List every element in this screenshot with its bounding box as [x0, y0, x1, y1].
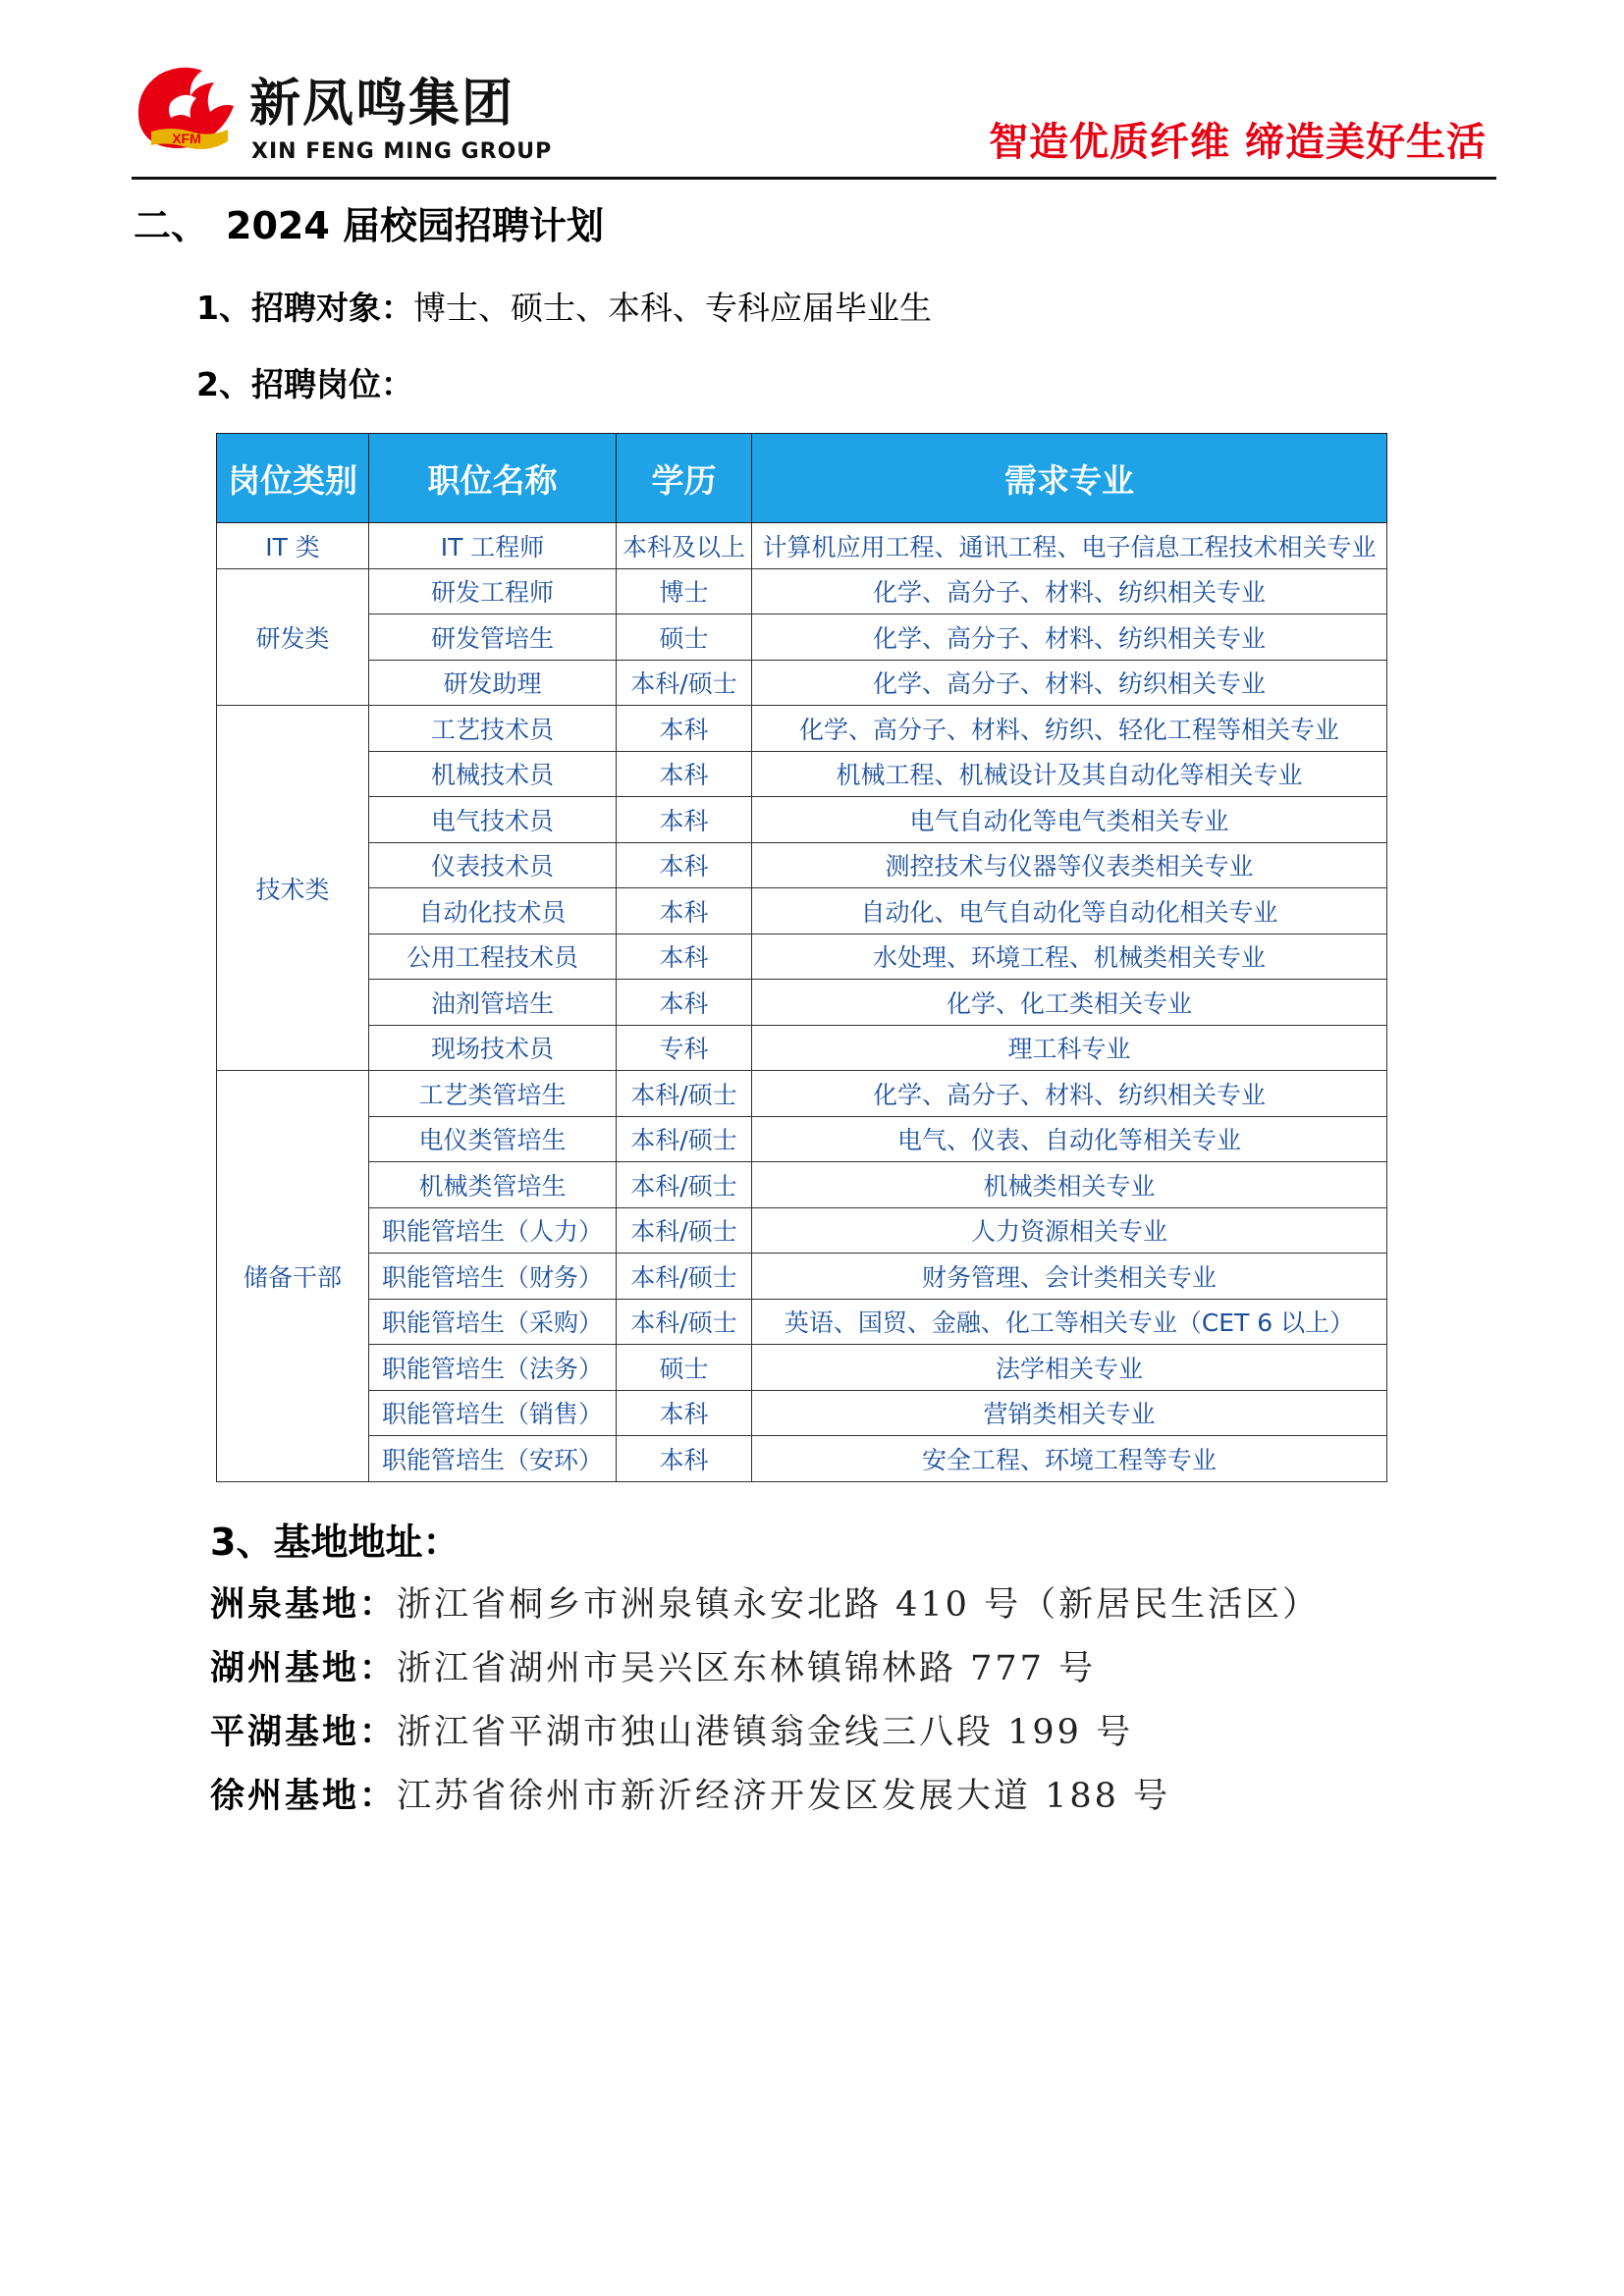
cell-major: 化学、高分子、材料、纺织、轻化工程等相关专业 [752, 706, 1387, 752]
cell-category: 研发类 [217, 568, 369, 706]
cell-education: 本科/硕士 [617, 1254, 752, 1300]
address-label: 平湖基地： [210, 1712, 398, 1752]
cell-position: 研发助理 [369, 660, 617, 706]
phoenix-logo-icon [132, 63, 240, 165]
address-value: 浙江省桐乡市洲泉镇永安北路 410 号（新居民生活区） [397, 1585, 1321, 1625]
cell-position: 职能管培生（销售） [369, 1390, 617, 1436]
cell-education: 本科/硕士 [617, 1071, 752, 1117]
cell-position: IT 工程师 [369, 523, 617, 569]
cell-major: 化学、高分子、材料、纺织相关专业 [752, 660, 1387, 706]
header-category: 岗位类别 [217, 434, 369, 523]
positions-heading-text: 2、招聘岗位： [196, 365, 413, 403]
table-header-row [217, 434, 1387, 523]
cell-education: 硕士 [617, 1345, 752, 1391]
cell-major: 化学、化工类相关专业 [752, 980, 1387, 1026]
cell-major: 电气、仪表、自动化等相关专业 [752, 1116, 1387, 1162]
cell-major: 机械工程、机械设计及其自动化等相关专业 [752, 751, 1387, 797]
table-row [217, 888, 1387, 934]
table-row [217, 1207, 1387, 1254]
cell-position: 研发工程师 [369, 568, 617, 614]
cell-position: 电气技术员 [369, 797, 617, 843]
positions-table [216, 433, 1387, 1482]
cell-major: 化学、高分子、材料、纺织相关专业 [752, 614, 1387, 661]
cell-education: 本科 [617, 980, 752, 1026]
company-slogan: 智造优质纤维 缔造美好生活 [989, 120, 1487, 165]
cell-education: 本科/硕士 [617, 1207, 752, 1254]
address-label: 湖州基地： [210, 1648, 398, 1688]
addresses-heading: 3、基地地址： [210, 1521, 460, 1564]
cell-position: 油剂管培生 [369, 980, 617, 1026]
cell-major: 安全工程、环境工程等专业 [752, 1436, 1387, 1482]
cell-position: 研发管培生 [369, 614, 617, 661]
cell-major: 电气自动化等电气类相关专业 [752, 797, 1387, 843]
cell-education: 本科/硕士 [617, 1116, 752, 1162]
address-value: 江苏省徐州市新沂经济开发区发展大道 188 号 [397, 1777, 1171, 1816]
section-number: 二、 [134, 204, 209, 247]
address-item [210, 1582, 1320, 1628]
cell-major: 计算机应用工程、通讯工程、电子信息工程技术相关专业 [752, 523, 1387, 569]
table-row [217, 1025, 1387, 1071]
recruit-targets-value: 博士、硕士、本科、专科应届毕业生 [412, 289, 932, 327]
cell-education: 本科/硕士 [617, 1299, 752, 1345]
address-item [210, 1710, 1133, 1755]
cell-major: 自动化、电气自动化等自动化相关专业 [752, 888, 1387, 934]
cell-education: 本科/硕士 [617, 660, 752, 706]
table-row [217, 1116, 1387, 1162]
svg-text:XFM: XFM [172, 131, 201, 146]
recruit-targets [196, 287, 932, 330]
cell-position: 职能管培生（人力） [369, 1207, 617, 1254]
table-row [217, 568, 1387, 614]
table-row [217, 751, 1387, 797]
header-divider [132, 177, 1496, 180]
cell-category: 储备干部 [217, 1071, 369, 1482]
cell-major: 理工科专业 [752, 1025, 1387, 1071]
page-header [132, 61, 1496, 179]
address-label: 洲泉基地： [210, 1584, 398, 1625]
table-row [217, 614, 1387, 661]
cell-position: 电仪类管培生 [369, 1116, 617, 1162]
cell-category: IT 类 [217, 523, 369, 569]
cell-position: 工艺类管培生 [369, 1071, 617, 1117]
cell-position: 现场技术员 [369, 1025, 617, 1071]
cell-position: 职能管培生（采购） [369, 1299, 617, 1345]
cell-position: 机械技术员 [369, 751, 617, 797]
table-row [217, 706, 1387, 752]
table-row [217, 1390, 1387, 1436]
cell-education: 本科 [617, 706, 752, 752]
cell-education: 本科 [617, 1390, 752, 1436]
cell-education: 本科 [617, 934, 752, 980]
recruit-targets-label: 1、招聘对象： [196, 289, 413, 327]
cell-major: 水处理、环境工程、机械类相关专业 [752, 934, 1387, 980]
cell-position: 仪表技术员 [369, 842, 617, 888]
address-item [210, 1646, 1096, 1691]
cell-education: 硕士 [617, 614, 752, 661]
brand-name-en: XIN FENG MING GROUP [251, 139, 553, 164]
cell-major: 人力资源相关专业 [752, 1207, 1387, 1254]
table-row [217, 934, 1387, 980]
table-body [217, 523, 1387, 1482]
cell-position: 工艺技术员 [369, 706, 617, 752]
cell-position: 职能管培生（财务） [369, 1254, 617, 1300]
address-item [210, 1774, 1170, 1819]
cell-education: 博士 [617, 568, 752, 614]
table-row [217, 660, 1387, 706]
table-row [217, 1254, 1387, 1300]
header-position: 职位名称 [369, 434, 617, 523]
cell-major: 化学、高分子、材料、纺织相关专业 [752, 1071, 1387, 1117]
table-row [217, 1345, 1387, 1391]
table-row [217, 523, 1387, 569]
table-row [217, 842, 1387, 888]
table-row [217, 1299, 1387, 1345]
table-row [217, 980, 1387, 1026]
cell-major: 测控技术与仪器等仪表类相关专业 [752, 842, 1387, 888]
cell-major: 财务管理、会计类相关专业 [752, 1254, 1387, 1300]
cell-major: 英语、国贸、金融、化工等相关专业（CET 6 以上） [752, 1299, 1387, 1345]
brand-name-cn: 新凤鸣集团 [249, 75, 515, 133]
cell-education: 本科/硕士 [617, 1162, 752, 1208]
table-row [217, 1162, 1387, 1208]
section-title [134, 201, 604, 250]
table-row [217, 1436, 1387, 1482]
table-row [217, 1071, 1387, 1117]
cell-education: 本科 [617, 888, 752, 934]
cell-education: 本科 [617, 751, 752, 797]
cell-education: 本科及以上 [617, 523, 752, 569]
cell-education: 本科 [617, 842, 752, 888]
positions-heading [196, 363, 413, 406]
cell-major: 法学相关专业 [752, 1345, 1387, 1391]
address-label: 徐州基地： [210, 1776, 398, 1816]
cell-major: 营销类相关专业 [752, 1390, 1387, 1436]
cell-category: 技术类 [217, 706, 369, 1071]
address-value: 浙江省平湖市独山港镇翁金线三八段 199 号 [397, 1713, 1134, 1752]
section-title-text: 2024 届校园招聘计划 [226, 204, 604, 247]
cell-education: 本科 [617, 797, 752, 843]
header-education: 学历 [617, 434, 752, 523]
cell-major: 机械类相关专业 [752, 1162, 1387, 1208]
address-value: 浙江省湖州市吴兴区东林镇锦林路 777 号 [397, 1649, 1097, 1688]
cell-education: 本科 [617, 1436, 752, 1482]
table-row [217, 797, 1387, 843]
header-major: 需求专业 [752, 434, 1387, 523]
cell-position: 职能管培生（法务） [369, 1345, 617, 1391]
cell-position: 机械类管培生 [369, 1162, 617, 1208]
cell-education: 专科 [617, 1025, 752, 1071]
cell-position: 职能管培生（安环） [369, 1436, 617, 1482]
cell-position: 自动化技术员 [369, 888, 617, 934]
cell-position: 公用工程技术员 [369, 934, 617, 980]
cell-major: 化学、高分子、材料、纺织相关专业 [752, 568, 1387, 614]
